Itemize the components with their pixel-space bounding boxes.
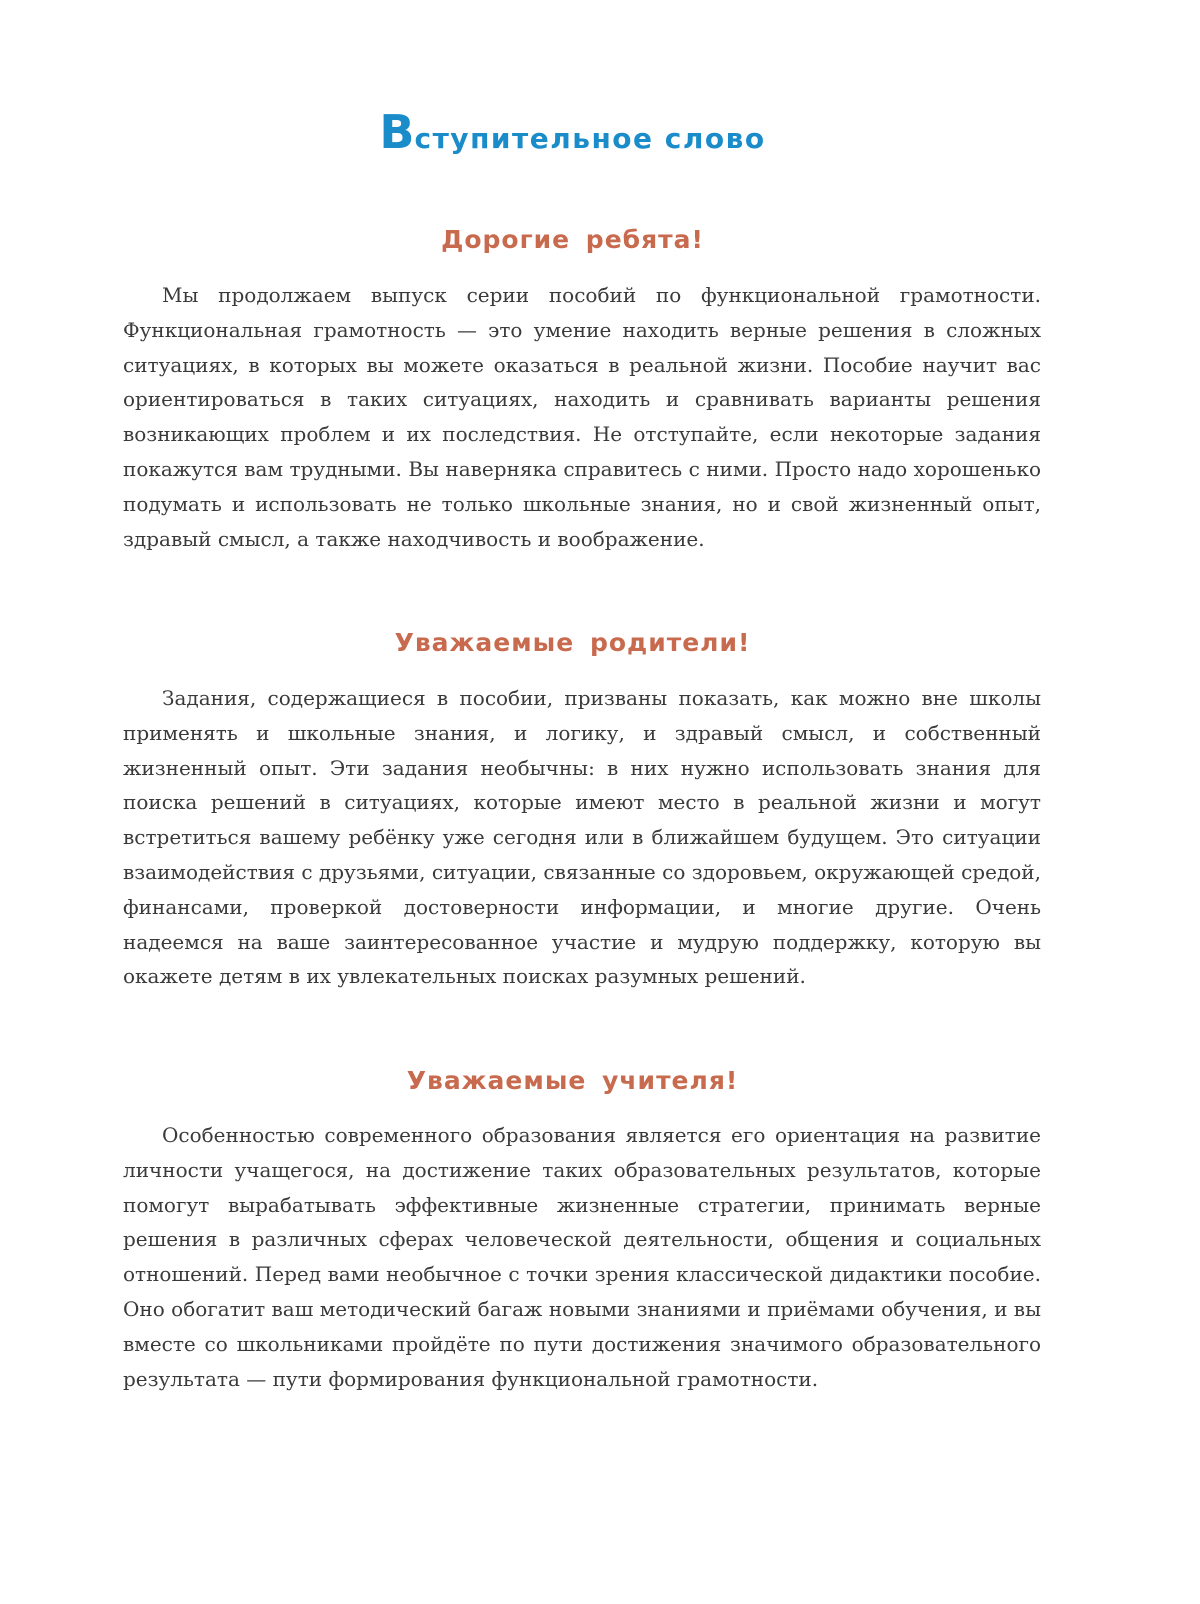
section-heading-children: Дорогие ребята! <box>441 225 704 254</box>
page-title <box>0 104 1145 167</box>
section-body-children: Мы продолжаем выпуск серии пособий по функциональной грамотности. Функциональная грамотность — это умение находить верные решения в сложных ситуациях, в которых вы можете оказаться в реальной жизни. Пособие научит вас ориентироваться в таких ситуациях, находить и сравнивать варианты решения возникающих проблем и их последствия. Не отступайте, если некоторые задания покажутся вам трудными. Вы наверняка справитесь с ними. Просто надо хорошенько подумать и использовать не только школьные знания, но и свой жизненный опыт, здравый смысл, а также находчивость и воображение. <box>123 283 1041 551</box>
section-heading-teachers: Уважаемые учителя! <box>406 1066 739 1095</box>
section-body-parents: Задания, содержащиеся в пособии, призваны показать, как можно вне школы применять и школьные знания, и логику, и здравый смысл, и собственный жизненный опыт. Эти задания необычны: в них нужно использовать знания для поиска решений в ситуациях, которые имеют место в реальной жизни и могут встретиться вашему ребёнку уже сегодня или в ближайшем будущем. Это ситуации взаимодействия с друзьями, ситуации, связанные со здоровьем, окружающей средой, финансами, проверкой достоверности информации, и многие другие. Очень надеемся на ваше заинтересованное участие и мудрую поддержку, которую вы окажете детям в их увлекательных поисках разумных решений. <box>123 686 1041 989</box>
section-heading-parents: Уважаемые родители! <box>394 628 751 657</box>
page-title-initial: В <box>379 105 415 159</box>
page-title-rest: ступительное слово <box>414 122 766 155</box>
section-body-teachers: Особенностью современного образования является его ориентация на развитие личности учащегося, на достижение таких образовательных результатов, которые помогут вырабатывать эффективные жизненные стратегии, принимать верные решения в различных сферах человеческой деятельности, общения и социальных отношений. Перед вами необычное с точки зрения классической дидактики пособие. Оно обогатит ваш методический багаж новыми знаниями и приёмами обучения, и вы вместе со школьниками пройдёте по пути достижения значимого образовательного результата — пути формирования функциональной грамотности. <box>123 1123 1041 1391</box>
